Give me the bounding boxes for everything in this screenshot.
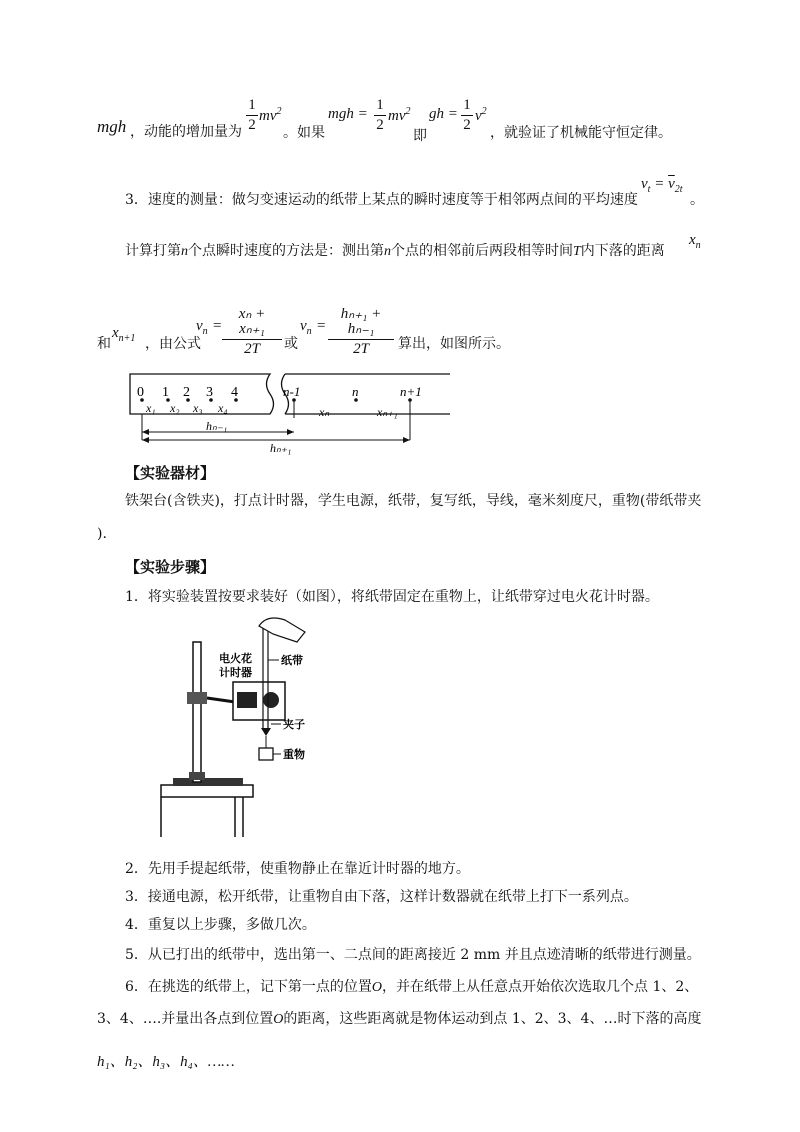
fraction-half-3: 1 2 [461, 98, 473, 133]
v2-term: $v^2$ [475, 106, 487, 124]
seg-xn1: xₙ₊₁ [377, 405, 398, 419]
seg-x1: x₁ [146, 401, 156, 415]
heading-equipment: 【实验器材】 [125, 464, 216, 482]
apparatus-figure [155, 612, 325, 842]
mgh-term: mgh [97, 117, 127, 136]
equipment-text: 铁架台(含铁夹)，打点计时器，学生电源，纸带，复写纸，导线，毫米刻度尺，重物(带纸带夹 [125, 493, 702, 509]
seg-x2: x₂ [170, 401, 180, 415]
fraction-half-1: 1 2 [246, 98, 258, 133]
label-timer-line1: 电火花 [219, 653, 252, 665]
equipment-text-end: ). [97, 526, 107, 542]
xn1-term: $x_{n+1}$ [112, 325, 136, 344]
label-clip: 夹子 [283, 719, 305, 731]
vn-term-2: $v_n$ [300, 318, 312, 337]
tape-label-3: 3 [206, 385, 213, 400]
para3-end: 。 [690, 192, 704, 208]
tape-label-n-1: n-1 [283, 384, 301, 399]
para-calc: 计算打第n个点瞬时速度的方法是：测出第n个点的相邻前后两段相等时间T内下落的距离 [125, 243, 665, 259]
equals-1: = [213, 318, 222, 334]
tape-label-2: 2 [183, 385, 190, 400]
vn-term: $v_n$ [196, 318, 208, 337]
tape-label-n+1: n+1 [400, 384, 422, 399]
mv2-term-2: $mv^2$ [388, 106, 411, 124]
step-3: 3．接通电源，松开纸带，让重物自由下落，这样计数器就在纸带上打下一系列点。 [125, 889, 638, 905]
step-4: 4．重复以上步骤，多做几次。 [125, 917, 316, 933]
label-weight: 重物 [283, 749, 305, 761]
seg-x4: x₄ [218, 401, 228, 415]
text-verify: ，就验证了机械能守恒定律。 [490, 125, 672, 141]
step-5: 5．从已打出的纸带中，选出第一、二点间的距离接近 2 mm 并且点迹清晰的纸带进行测量。 [125, 947, 701, 963]
text-kinetic-increase: ，动能的增加量为 [130, 124, 242, 140]
para-velocity-measure: 3．速度的测量：做匀变速运动的纸带上某点的瞬时速度等于相邻两点间的平均速度 [125, 192, 638, 208]
fraction-hn: hₙ₊₁ + hₙ₋₁ 2T [328, 307, 394, 357]
formula-vt: $v_t = \overline{v}_{2t}$ [641, 176, 683, 195]
tape-diagram [120, 368, 450, 458]
label-tape: 纸带 [281, 655, 303, 667]
tape-label-1: 1 [162, 385, 169, 400]
label-timer-line2: 计时器 [219, 667, 252, 679]
mv2-term: $mv^2$ [259, 106, 282, 124]
text-ie: 即 [413, 128, 427, 144]
heading-steps: 【实验步骤】 [125, 558, 216, 576]
xn-term: $x_n$ [689, 232, 701, 251]
text-by-formula: ，由公式 [145, 336, 201, 352]
label-h-n-1: hₙ₋₁ [206, 419, 228, 433]
text-or: 或 [284, 336, 298, 352]
eq1-lhs: mgh = [328, 106, 368, 122]
tape-label-n: n [352, 384, 359, 399]
tape-label-0: 0 [137, 385, 144, 400]
text-if: 。如果 [283, 125, 325, 141]
step-1: 1．将实验装置按要求装好（如图），将纸带固定在重物上，让纸带穿过电火花计时器。 [125, 589, 659, 605]
text-and: 和 [97, 336, 111, 352]
step-2: 2．先用手提起纸带，使重物静止在靠近计时器的地方。 [125, 861, 470, 877]
seg-x3: x₃ [193, 401, 203, 415]
tape-label-4: 4 [231, 385, 238, 400]
fraction-half-2: 1 2 [374, 98, 386, 133]
label-h-n+1: hₙ₊₁ [270, 441, 292, 455]
fraction-xn: xₙ + xₙ₊₁ 2T [222, 307, 282, 357]
seg-xn: xₙ [319, 405, 330, 419]
eq2-lhs: gh = [429, 106, 458, 122]
text-computed: 算出，如图所示。 [398, 336, 510, 352]
equals-2: = [317, 318, 326, 334]
heights-list: h₁、h₂、h₃、h₄、…… [97, 1054, 235, 1070]
step-6-line1: 6．在挑选的纸带上，记下第一点的位置O，并在纸带上从任意点开始依次选取几个点 1、2、 [125, 979, 699, 995]
step-6-line2: 3、4、….并量出各点到位置O的距离，这些距离就是物体运动到点 1、2、3、4、…时下落的高度 [97, 1011, 702, 1027]
